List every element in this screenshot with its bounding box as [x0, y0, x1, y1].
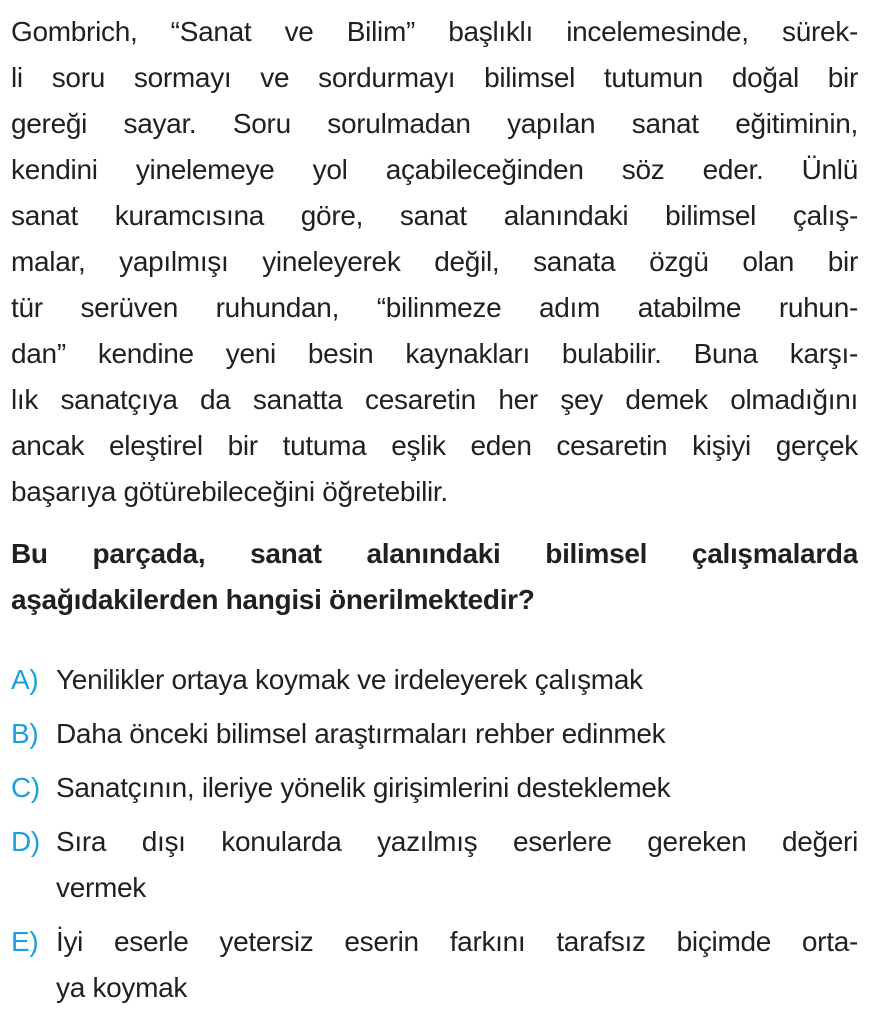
- option-e-text: İyi eserle yetersiz eserin farkını tarafsız biçimde orta- ya koymak: [56, 926, 858, 1003]
- option-e-letter: E): [11, 926, 39, 957]
- option-d-text: Sıra dışı konularda yazılmış eserlere gereken değeri vermek: [56, 826, 858, 903]
- option-d: [11, 819, 858, 911]
- question-line: aşağıdakilerden hangisi önerilmektedir?: [11, 584, 535, 615]
- passage-line: lık sanatçıya da sanatta cesaretin her şey demek olmadığını: [11, 384, 858, 415]
- option-a-letter: A): [11, 664, 39, 695]
- option-c-text: Sanatçının, ileriye yönelik girişimlerini desteklemek: [56, 772, 671, 803]
- option-b-letter: B): [11, 718, 39, 749]
- option-a: [11, 657, 858, 703]
- passage-line: Gombrich, “Sanat ve Bilim” başlıklı incelemesinde, sürek-: [11, 16, 858, 47]
- option-d-letter: D): [11, 826, 40, 857]
- options-list: [11, 657, 858, 1011]
- question-line: Bu parçada, sanat alanındaki bilimsel çalışmalarda: [11, 538, 858, 569]
- option-c-letter: C): [11, 772, 40, 803]
- passage-line: li soru sormayı ve sordurmayı bilimsel tutumun doğal bir: [11, 62, 858, 93]
- passage-line: başarıya götürebileceğini öğretebilir.: [11, 476, 448, 507]
- option-e: [11, 919, 858, 1011]
- option-c: [11, 765, 858, 811]
- passage-line: tür serüven ruhundan, “bilinmeze adım atabilme ruhun-: [11, 292, 858, 323]
- question-content: [11, 9, 858, 1011]
- option-b-text: Daha önceki bilimsel araştırmaları rehber edinmek: [56, 718, 666, 749]
- passage-line: ancak eleştirel bir tutuma eşlik eden cesaretin kişiyi gerçek: [11, 430, 858, 461]
- passage-line: malar, yapılmışı yineleyerek değil, sanata özgü olan bir: [11, 246, 858, 277]
- option-b: [11, 711, 858, 757]
- passage-line: sanat kuramcısına göre, sanat alanındaki bilimsel çalış-: [11, 200, 858, 231]
- passage-line: kendini yinelemeye yol açabileceğinden söz eder. Ünlü: [11, 154, 858, 185]
- passage: [11, 9, 858, 515]
- option-a-text: Yenilikler ortaya koymak ve irdeleyerek çalışmak: [56, 664, 643, 695]
- question-stem: [11, 531, 858, 623]
- passage-line: gereği sayar. Soru sorulmadan yapılan sanat eğitiminin,: [11, 108, 858, 139]
- passage-line: dan” kendine yeni besin kaynakları bulabilir. Buna karşı-: [11, 338, 858, 369]
